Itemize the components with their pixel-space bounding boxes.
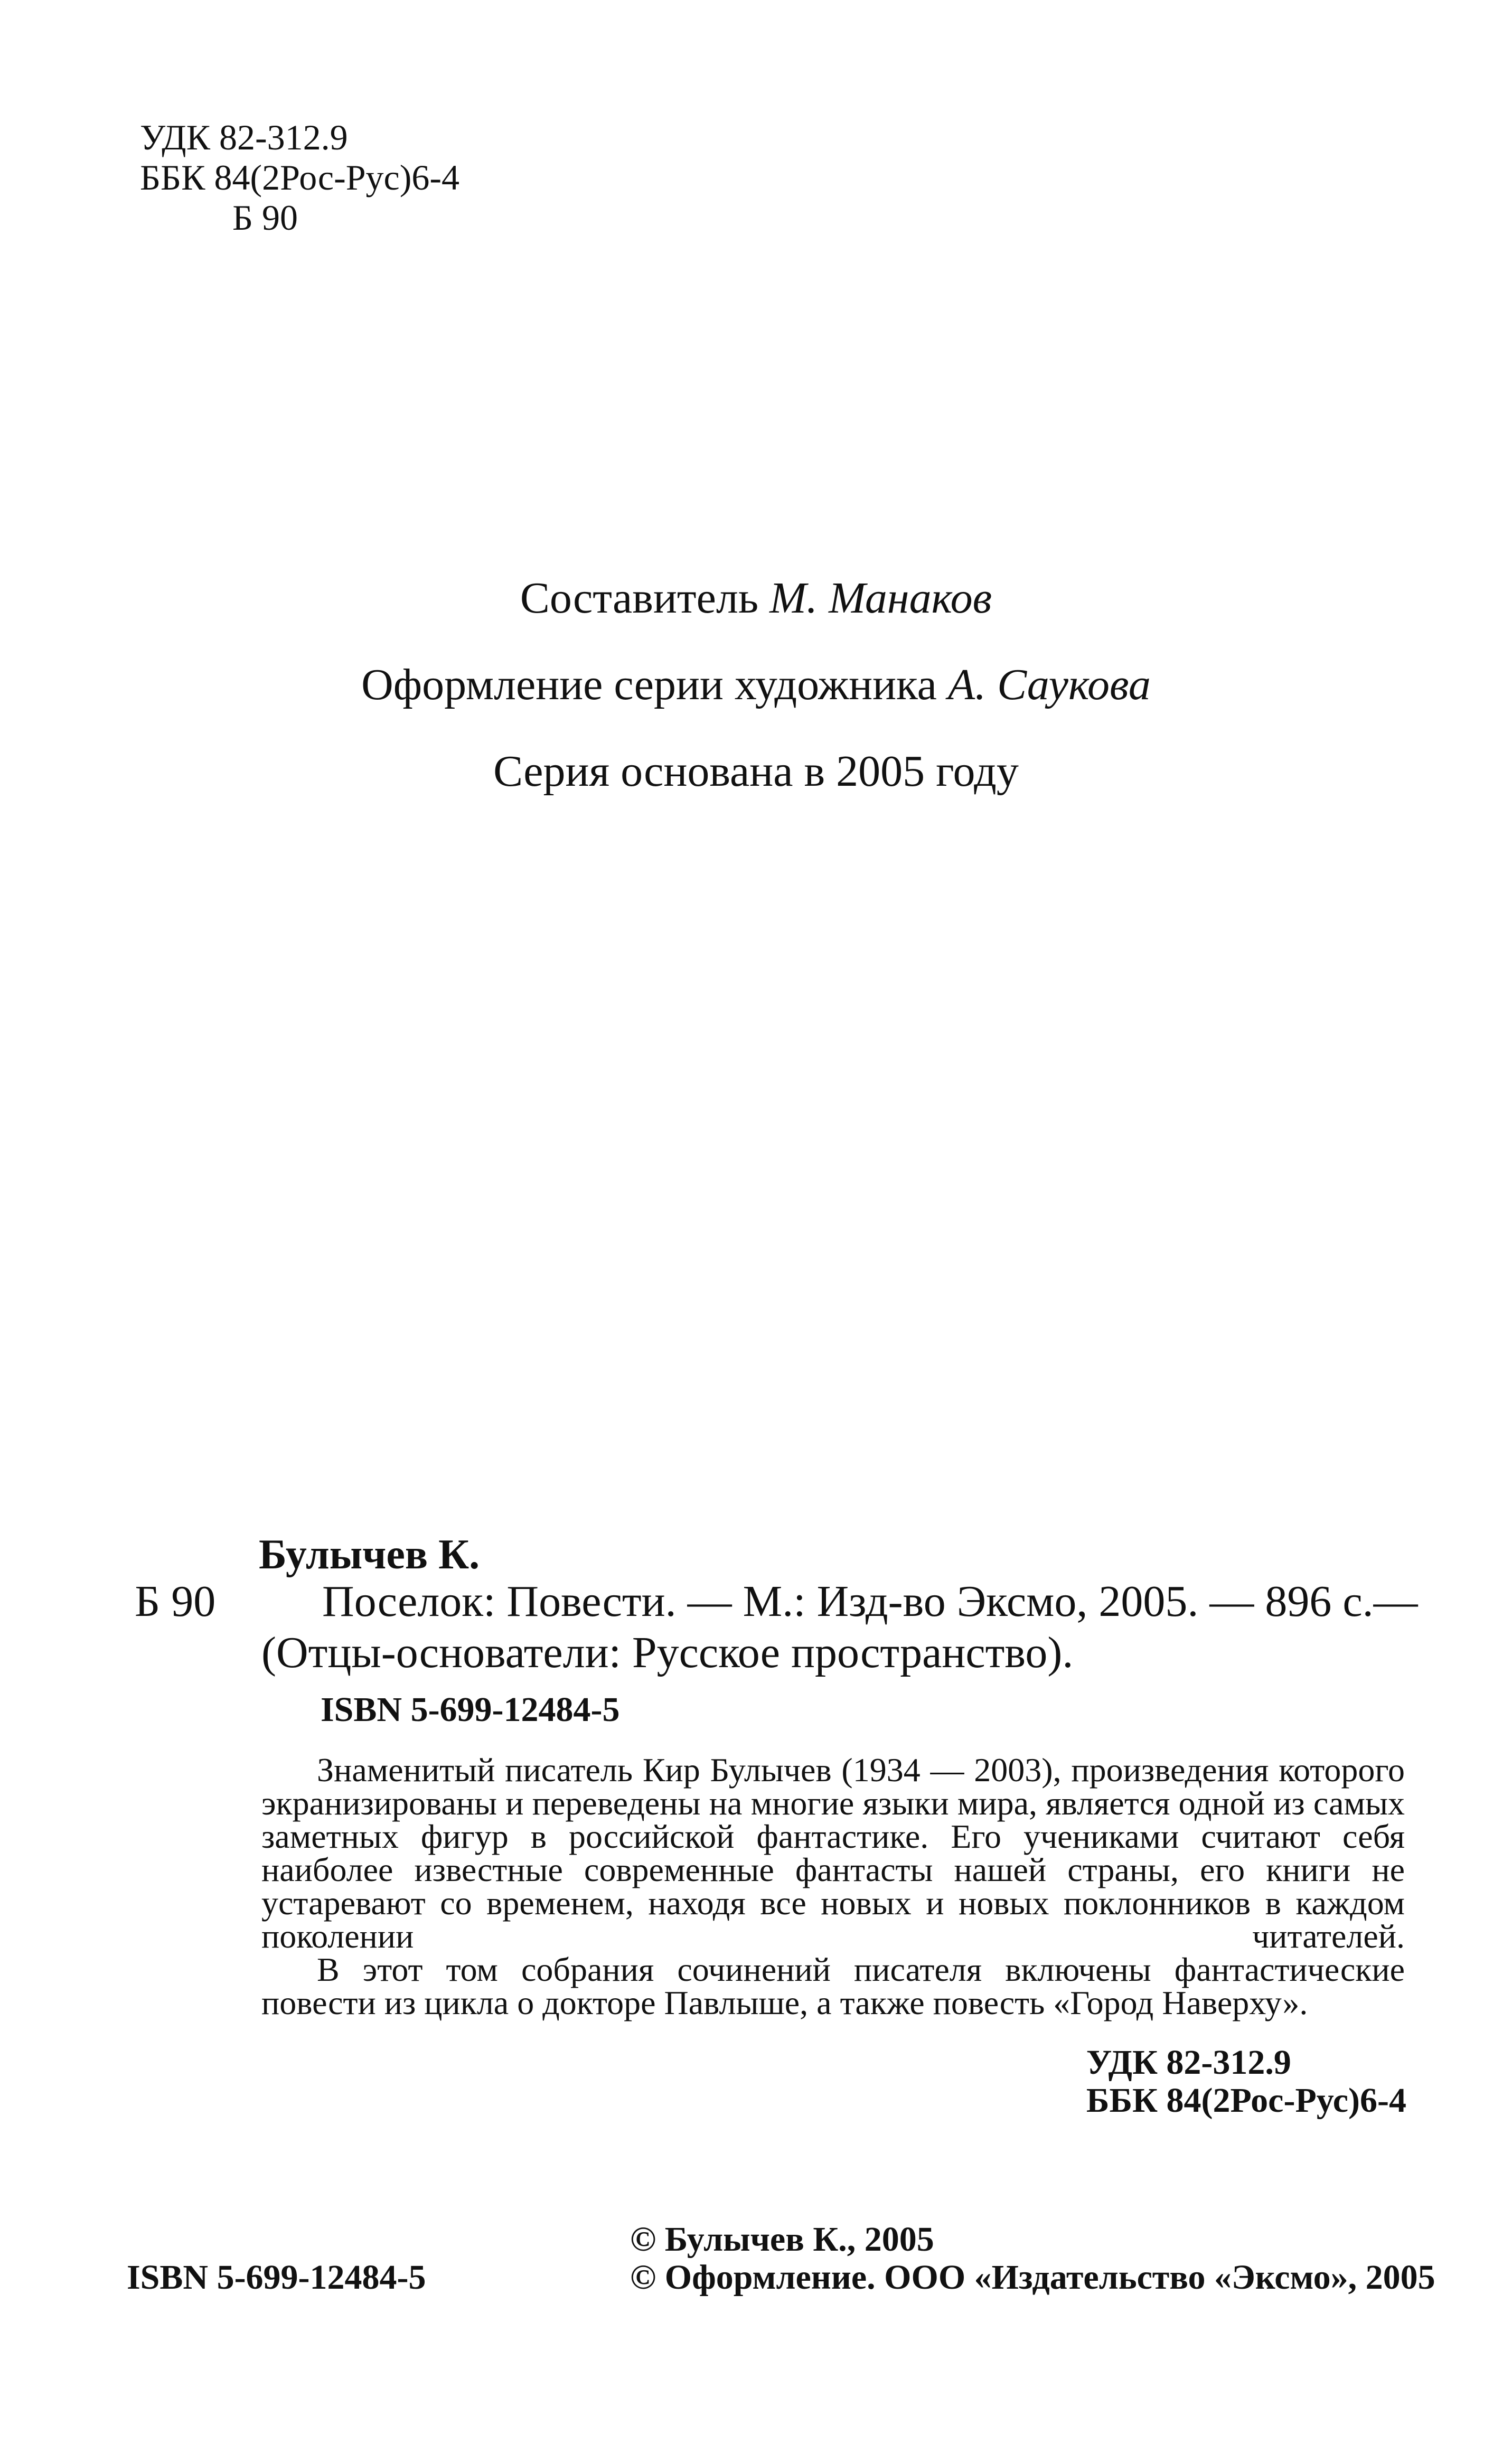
bib-line-2: (Отцы-основатели: Русское пространство). [261,1628,1074,1677]
bib-line-1: Поселок: Повести. — М.: Изд-во Эксмо, 2005. — 896 с.— [322,1577,1418,1626]
bottom-codes [1086,2044,1406,2120]
annotation-paragraph-1: Знаменитый писатель Кир Булычев (1934 — 2003), произведения которого экранизированы и переведены на многие языки мира, является одной из самых заметных фигур в российской фантастике. Его учениками считают себя наиболее известные современные фантасты нашей страны, его книги не устаревают со временем, находя все новых и новых поклонников в каждом поколении читателей. [261,1751,1405,1955]
author-mark: Б 90 [232,198,298,238]
bib-isbn: ISBN 5-699-12484-5 [321,1690,620,1729]
design-label: Оформление серии художника [361,660,937,709]
design-name: А. Саукова [947,660,1151,709]
footer-isbn: ISBN 5-699-12484-5 [127,2258,426,2297]
bib-author-mark: Б 90 [135,1577,216,1626]
copyright-author: © Булычев К., 2005 [630,2220,934,2259]
compiler-name: М. Манаков [769,573,992,623]
annotation-paragraph-2: В этот том собрания сочинений писателя включены фантастические повести из цикла о докторе Павлыше, а также повесть «Город Наверху». [261,1951,1405,2021]
series-founded: Серия основана в 2005 году [493,747,1019,796]
bottom-bbk: ББК 84(2Рос-Рус)6-4 [1086,2081,1406,2120]
annotation [261,1753,1405,2019]
compiler-line [0,572,1512,625]
bbk-code: ББК 84(2Рос-Рус)6-4 [140,157,460,198]
design-line [0,659,1512,711]
book-author: Булычев К. [259,1531,480,1578]
udk-code: УДК 82-312.9 [140,117,348,157]
copyright-design: © Оформление. ООО «Издательство «Эксмо», 2005 [630,2258,1435,2297]
bottom-udk: УДК 82-312.9 [1086,2043,1291,2082]
compiler-label: Составитель [520,573,759,623]
